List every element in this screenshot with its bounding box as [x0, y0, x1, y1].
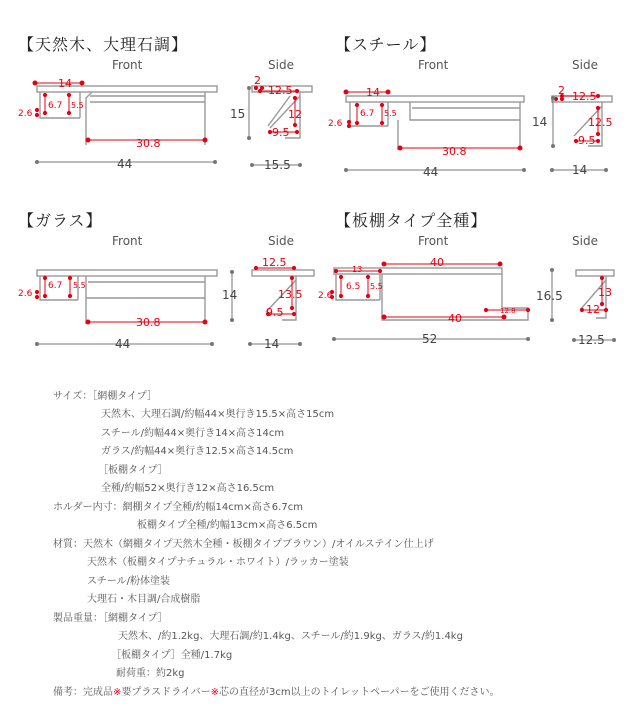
side-diagram-3: [222, 250, 332, 355]
side-height: 15: [230, 107, 246, 121]
front-label: Front: [112, 58, 143, 72]
dim-2-6: 2.6: [18, 109, 33, 119]
spec-weight-label: 製品重量：［網棚タイプ］: [53, 613, 168, 624]
dim-width: 44: [423, 165, 439, 179]
front-diagram-3: [0, 250, 230, 355]
dim-30-8: 30.8: [136, 316, 161, 329]
side-diagram-2: [530, 70, 625, 185]
front-label: Front: [418, 58, 449, 72]
section-title-steel: 【スチール】: [335, 35, 437, 54]
side-dim-12-5: 12.5: [268, 84, 293, 97]
side-height: 14: [532, 115, 548, 129]
front-diagram-4: [318, 250, 543, 355]
dim-5-5: 5.5: [384, 109, 397, 118]
side-depth: 14: [264, 337, 280, 351]
dim-6-7: 6.7: [48, 281, 63, 291]
dim-5-5: 5.5: [370, 282, 383, 291]
dim-30-8: 30.8: [136, 137, 161, 150]
spec-material-2: 天然木（板棚タイプナチュラル・ホワイト）/ラッカー塗装: [87, 557, 349, 568]
dim-6-7: 6.7: [360, 109, 375, 119]
spec-size-board: 全種/約幅52×奥行き12×高さ16.5cm: [101, 483, 275, 494]
side-dim-12-5: 12.5: [262, 256, 287, 269]
front-diagram-2: [320, 70, 535, 185]
section-title-glass: 【ガラス】: [18, 211, 103, 230]
side-label: Side: [572, 58, 598, 72]
spec-weight-board: ［板棚タイプ］全種/1.7kg: [111, 650, 233, 661]
spec-note: [53, 688, 500, 698]
spec-weight-mesh: 天然木、/約1.2kg、大理石調/約1.4kg、スチール/約1.9kg、ガラス/約1.4kg: [118, 631, 463, 642]
spec-material-3: スチール/粉体塗装: [87, 576, 170, 587]
section-title-wood-marble: 【天然木、大理石調】: [18, 35, 189, 54]
note-mark-2: ※: [210, 687, 219, 698]
section-title-board: 【板棚タイプ全種】: [335, 211, 488, 230]
spec-material-4: 大理石・木目調/合成樹脂: [87, 594, 201, 605]
side-dim-2: 2: [254, 74, 261, 87]
dim-2-6: 2.6: [318, 291, 333, 301]
side-dim-12-5: 12.5: [572, 90, 597, 103]
dim-13: 13: [352, 265, 363, 274]
rack: [90, 96, 205, 102]
side-depth: 15.5: [264, 158, 291, 172]
dim-40-top: 40: [430, 256, 444, 269]
dim-6-5: 6.5: [346, 282, 361, 292]
dim-14: 14: [58, 77, 72, 90]
dim-30-8: 30.8: [442, 145, 467, 158]
note-text-2: 芯の直径が3cm以上のトイレットペーパーをご使用ください。: [218, 687, 500, 698]
dim-width: 52: [422, 332, 438, 346]
side-dim-12: 12: [586, 303, 600, 316]
side-label: Side: [268, 58, 294, 72]
note-label: 備考：完成品: [53, 687, 113, 698]
spec-load: 耐荷重：約2kg: [116, 668, 185, 679]
spec-size-board-label: ［板棚タイプ］: [98, 465, 168, 476]
dim-width: 44: [115, 337, 131, 351]
spec-holder-board: 板棚タイプ全種/約幅13cm×高さ6.5cm: [137, 520, 318, 531]
board-height: 16.5: [536, 289, 563, 303]
dim-2-6: 2.6: [328, 119, 343, 129]
side-dim-9-5: 9.5: [266, 306, 284, 319]
spec-size-label: サイズ：［網棚タイプ］: [53, 391, 157, 402]
spec-size-steel: スチール/約幅44×奥行き14×高さ14cm: [101, 428, 285, 439]
side-dim-9-5: 9.5: [578, 134, 596, 147]
spec-holder: ホルダー内寸：網棚タイプ全種/約幅14cm×高さ6.7cm: [53, 502, 303, 513]
spec-size-wood: 天然木、大理石調/約幅44×奥行き15.5×高さ15cm: [101, 409, 335, 420]
dim-5-5: 5.5: [71, 101, 84, 110]
note-mark-1: ※: [113, 687, 122, 698]
front-label: Front: [112, 234, 143, 248]
side-depth: 14: [572, 163, 588, 177]
dim-12-8: 12.8: [500, 307, 516, 315]
side-dim-12-5b: 12.5: [588, 116, 613, 129]
note-text-1: 要プラスドライバー: [121, 687, 211, 698]
side-label: Side: [572, 234, 598, 248]
side-diagram-4: [540, 250, 625, 355]
dim-width: 44: [117, 157, 133, 171]
side-height: 14: [222, 288, 238, 302]
side-label: Side: [268, 234, 294, 248]
spec-material: 材質：天然木（網棚タイプ天然木全種・板棚タイプブラウン）/オイルステイン仕上げ: [53, 539, 434, 550]
side-dim-9-5: 9.5: [272, 126, 290, 139]
side-dim-13-5: 13.5: [278, 288, 303, 301]
spec-size-glass: ガラス/約幅44×奥行き12.5×高さ14.5cm: [101, 446, 294, 457]
side-dim-12: 12: [288, 108, 302, 121]
dim-5-5: 5.5: [73, 281, 86, 290]
side-depth: 12.5: [578, 333, 605, 347]
dim-40: 40: [448, 312, 462, 325]
side-diagram-1: [230, 70, 330, 185]
dim-6-7: 6.7: [48, 101, 63, 111]
dim-2-6: 2.6: [18, 289, 33, 299]
front-label: Front: [418, 234, 449, 248]
side-dim-2: 2: [558, 84, 565, 97]
side-dim-13: 13: [598, 286, 612, 299]
dim-14: 14: [366, 86, 380, 99]
